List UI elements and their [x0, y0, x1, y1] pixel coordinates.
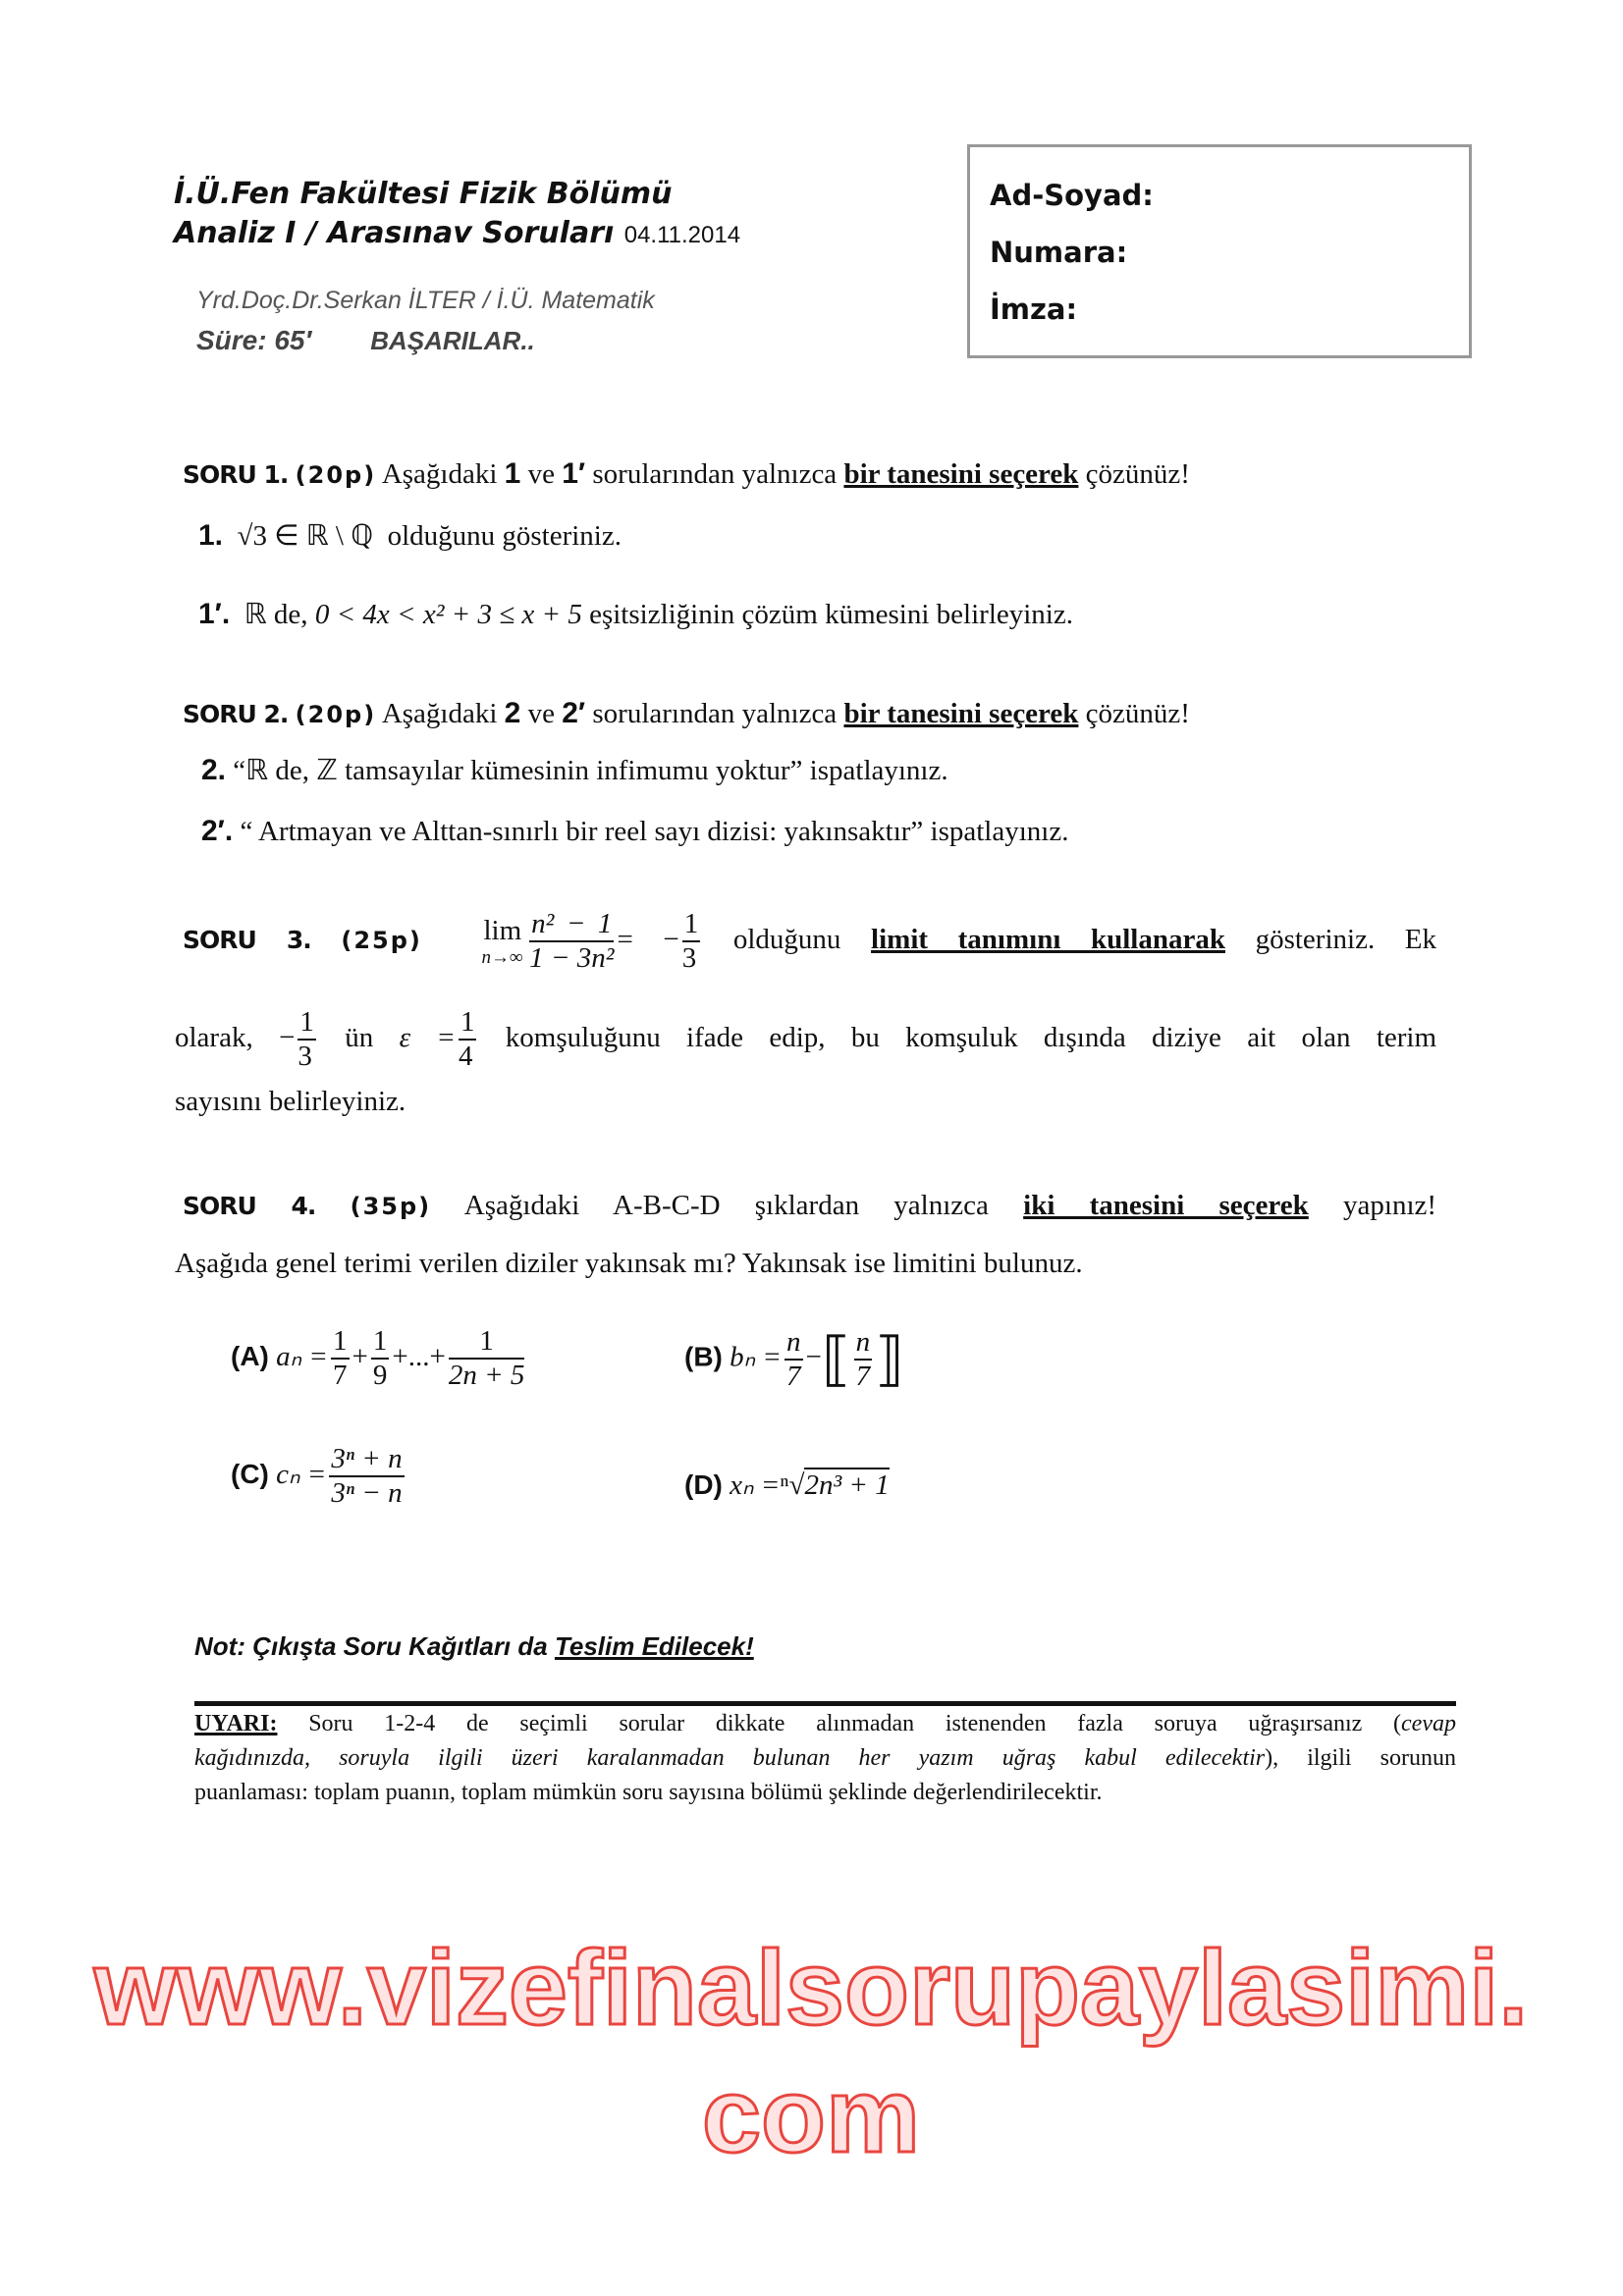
text: Aşağıdaki — [381, 458, 498, 490]
emphasis: bir tanesini seçerek — [843, 458, 1079, 490]
option-c — [231, 1443, 407, 1511]
option-label: (A) — [231, 1341, 269, 1371]
denominator: 3ⁿ − n — [331, 1477, 403, 1510]
ellipsis: +...+ — [392, 1341, 446, 1372]
question-2-part-b — [201, 815, 1068, 848]
question-4-line-2: Aşağıda genel terimi verilen diziler yakınsak mı? Yakınsak ise limitini bulunuz. — [175, 1248, 1083, 1279]
math: 0 < 4x < x² + 3 ≤ x + 5 — [314, 599, 582, 630]
question-points: (25p) — [341, 927, 422, 954]
denominator: 7 — [786, 1361, 801, 1392]
question-4-line-1 — [175, 1190, 1436, 1222]
exam-date: 04.11.2014 — [623, 222, 741, 248]
right-floor-bracket: ⟧ — [875, 1327, 904, 1392]
denominator: 4 — [458, 1041, 473, 1073]
denominator: 7 — [333, 1360, 348, 1392]
student-info-box — [967, 144, 1472, 358]
text: ve — [527, 698, 555, 729]
question-points: (35p) — [350, 1193, 432, 1220]
lhs: bₙ = — [730, 1341, 782, 1373]
text: gösteriniz. Ek — [1255, 924, 1437, 955]
text: “ℝ de, ℤ tamsayılar kümesinin infimumu yoktur” ispatlayınız. — [233, 755, 948, 786]
option-number: 2 — [504, 697, 521, 729]
note-underlined: Teslim Edilecek! — [554, 1631, 754, 1661]
number-field-label: Numara: — [990, 236, 1128, 269]
exam-title — [174, 216, 740, 250]
question-1-part-b — [198, 597, 1073, 631]
numerator: 1 — [682, 908, 701, 942]
math: √3 ∈ ℝ \ ℚ — [237, 520, 374, 552]
left-floor-bracket: ⟦ — [821, 1327, 851, 1392]
text: sorularından yalnızca — [592, 458, 838, 490]
option-number: 1′ — [562, 457, 586, 490]
lhs: aₙ = — [276, 1341, 328, 1372]
text: yapınız! — [1343, 1190, 1437, 1221]
plus: + — [352, 1341, 368, 1372]
denominator: 3 — [681, 942, 697, 975]
numerator: 3ⁿ + n — [329, 1443, 404, 1477]
text: Aşağıdaki — [381, 698, 498, 729]
option-label: (D) — [684, 1469, 723, 1500]
option-a — [231, 1325, 527, 1393]
exam-name: Analiz I / Arasınav Soruları — [174, 216, 615, 250]
question-2-header — [183, 697, 1190, 730]
radicand: 2n³ + 1 — [804, 1469, 890, 1501]
text: Aşağıdaki A-B-C-D şıklardan yalnızca — [463, 1190, 989, 1221]
text: sorularından yalnızca — [592, 698, 838, 729]
divider — [194, 1701, 1456, 1706]
signature-field-label: İmza: — [990, 293, 1078, 326]
minus: − — [805, 1341, 822, 1373]
option-b — [684, 1325, 904, 1394]
numerator: n — [784, 1326, 803, 1361]
text: komşuluğunu ifade edip, bu komşuluk dışında diziye ait olan terim — [505, 1022, 1437, 1053]
name-field-label: Ad-Soyad: — [990, 179, 1154, 212]
question-2-part-a — [201, 753, 948, 787]
numerator: 1 — [331, 1325, 350, 1360]
text: ve — [527, 458, 555, 490]
question-3-line-2 — [175, 1006, 1436, 1074]
lhs: xₙ = — [730, 1469, 781, 1501]
note — [194, 1631, 754, 1662]
warning-label: UYARI: — [194, 1711, 278, 1736]
duration: Süre: 65′ — [196, 325, 312, 355]
italic-text: kağıdınızda, soruyla ilgili üzeri karalanmadan bulunan her yazım uğraş kabul edilecektir — [194, 1745, 1266, 1771]
warning-line-2 — [194, 1742, 1456, 1775]
text: olarak, — [175, 1022, 253, 1053]
italic-text: cevap — [1401, 1711, 1456, 1736]
option-label: (C) — [231, 1459, 269, 1489]
denominator: 7 — [855, 1361, 871, 1392]
nth-root-sign: ⁿ√ — [780, 1469, 805, 1501]
option-number: 2′ — [562, 697, 586, 729]
numerator: n² − 1 — [529, 908, 614, 942]
denominator: 1 − 3n² — [529, 942, 615, 975]
text: çözünüz! — [1085, 698, 1190, 729]
option-d — [684, 1468, 890, 1502]
part-label: 1′. — [198, 598, 231, 630]
question-label: SORU 1. — [183, 460, 289, 489]
text: Soru 1-2-4 de seçimli sorular dikkate alınmadan istenenden fazla soruya uğraşırsanız ( — [277, 1711, 1402, 1736]
denominator: 3 — [298, 1041, 312, 1073]
text: olduğunu — [732, 924, 841, 955]
numerator: n — [854, 1326, 873, 1361]
question-label: SORU 4. — [183, 1192, 316, 1220]
option-label: (B) — [684, 1341, 723, 1372]
text: olduğunu gösteriniz. — [387, 520, 622, 552]
text: “ Artmayan ve Alttan-sınırlı bir reel sayı dizisi: yakınsaktır” ispatlayınız. — [240, 816, 1069, 847]
warning-line-1 — [194, 1708, 1456, 1740]
good-luck: BAŞARILAR.. — [370, 326, 535, 355]
faculty-title: İ.Ü.Fen Fakültesi Fizik Bölümü — [174, 177, 673, 211]
denominator: 2n + 5 — [448, 1360, 525, 1392]
epsilon: ε = — [399, 1022, 456, 1053]
option-number: 1 — [504, 457, 521, 490]
question-label: SORU 3. — [183, 926, 311, 954]
text: ), ilgili sorunun — [1265, 1745, 1456, 1771]
text: eşitsizliğinin çözüm kümesini belirleyiniz. — [589, 599, 1073, 630]
lhs: cₙ = — [276, 1459, 327, 1490]
question-points: (20p) — [295, 461, 377, 489]
question-1-header — [183, 457, 1190, 491]
question-points: (20p) — [295, 701, 377, 728]
numerator: 1 — [298, 1006, 316, 1041]
emphasis: iki tanesini seçerek — [1023, 1190, 1309, 1221]
text: ℝ de, — [243, 599, 308, 630]
equals: = − — [617, 924, 679, 955]
instructor: Yrd.Doç.Dr.Serkan İLTER / İ.Ü. Matematik — [196, 287, 655, 314]
note-text: Not: Çıkışta Soru Kağıtları da — [194, 1631, 555, 1661]
duration-line — [196, 325, 535, 356]
text: ün — [345, 1022, 374, 1053]
watermark: www.vizefinalsorupaylasimi.com — [93, 1928, 1529, 2174]
emphasis: limit tanımını kullanarak — [871, 924, 1225, 955]
part-label: 2. — [201, 754, 227, 786]
emphasis: bir tanesini seçerek — [843, 698, 1079, 729]
question-3-line-1 — [175, 908, 1436, 976]
warning-line-3: puanlaması: toplam puanın, toplam mümkün soru sayısına bölümü şeklinde değerlendirilecektir. — [194, 1780, 1103, 1805]
minus: − — [279, 1022, 296, 1053]
question-label: SORU 2. — [183, 700, 289, 728]
denominator: 9 — [372, 1360, 388, 1392]
numerator: 1 — [459, 1006, 477, 1041]
numerator: 1 — [449, 1325, 525, 1360]
part-label: 1. — [198, 519, 224, 552]
part-label: 2′. — [201, 815, 234, 847]
numerator: 1 — [371, 1325, 390, 1360]
text: çözünüz! — [1085, 458, 1190, 490]
question-1-part-a — [198, 518, 622, 553]
lim: lim — [483, 914, 522, 946]
lim-subscript: n→∞ — [481, 947, 523, 969]
question-3-line-3: sayısını belirleyiniz. — [175, 1086, 406, 1117]
